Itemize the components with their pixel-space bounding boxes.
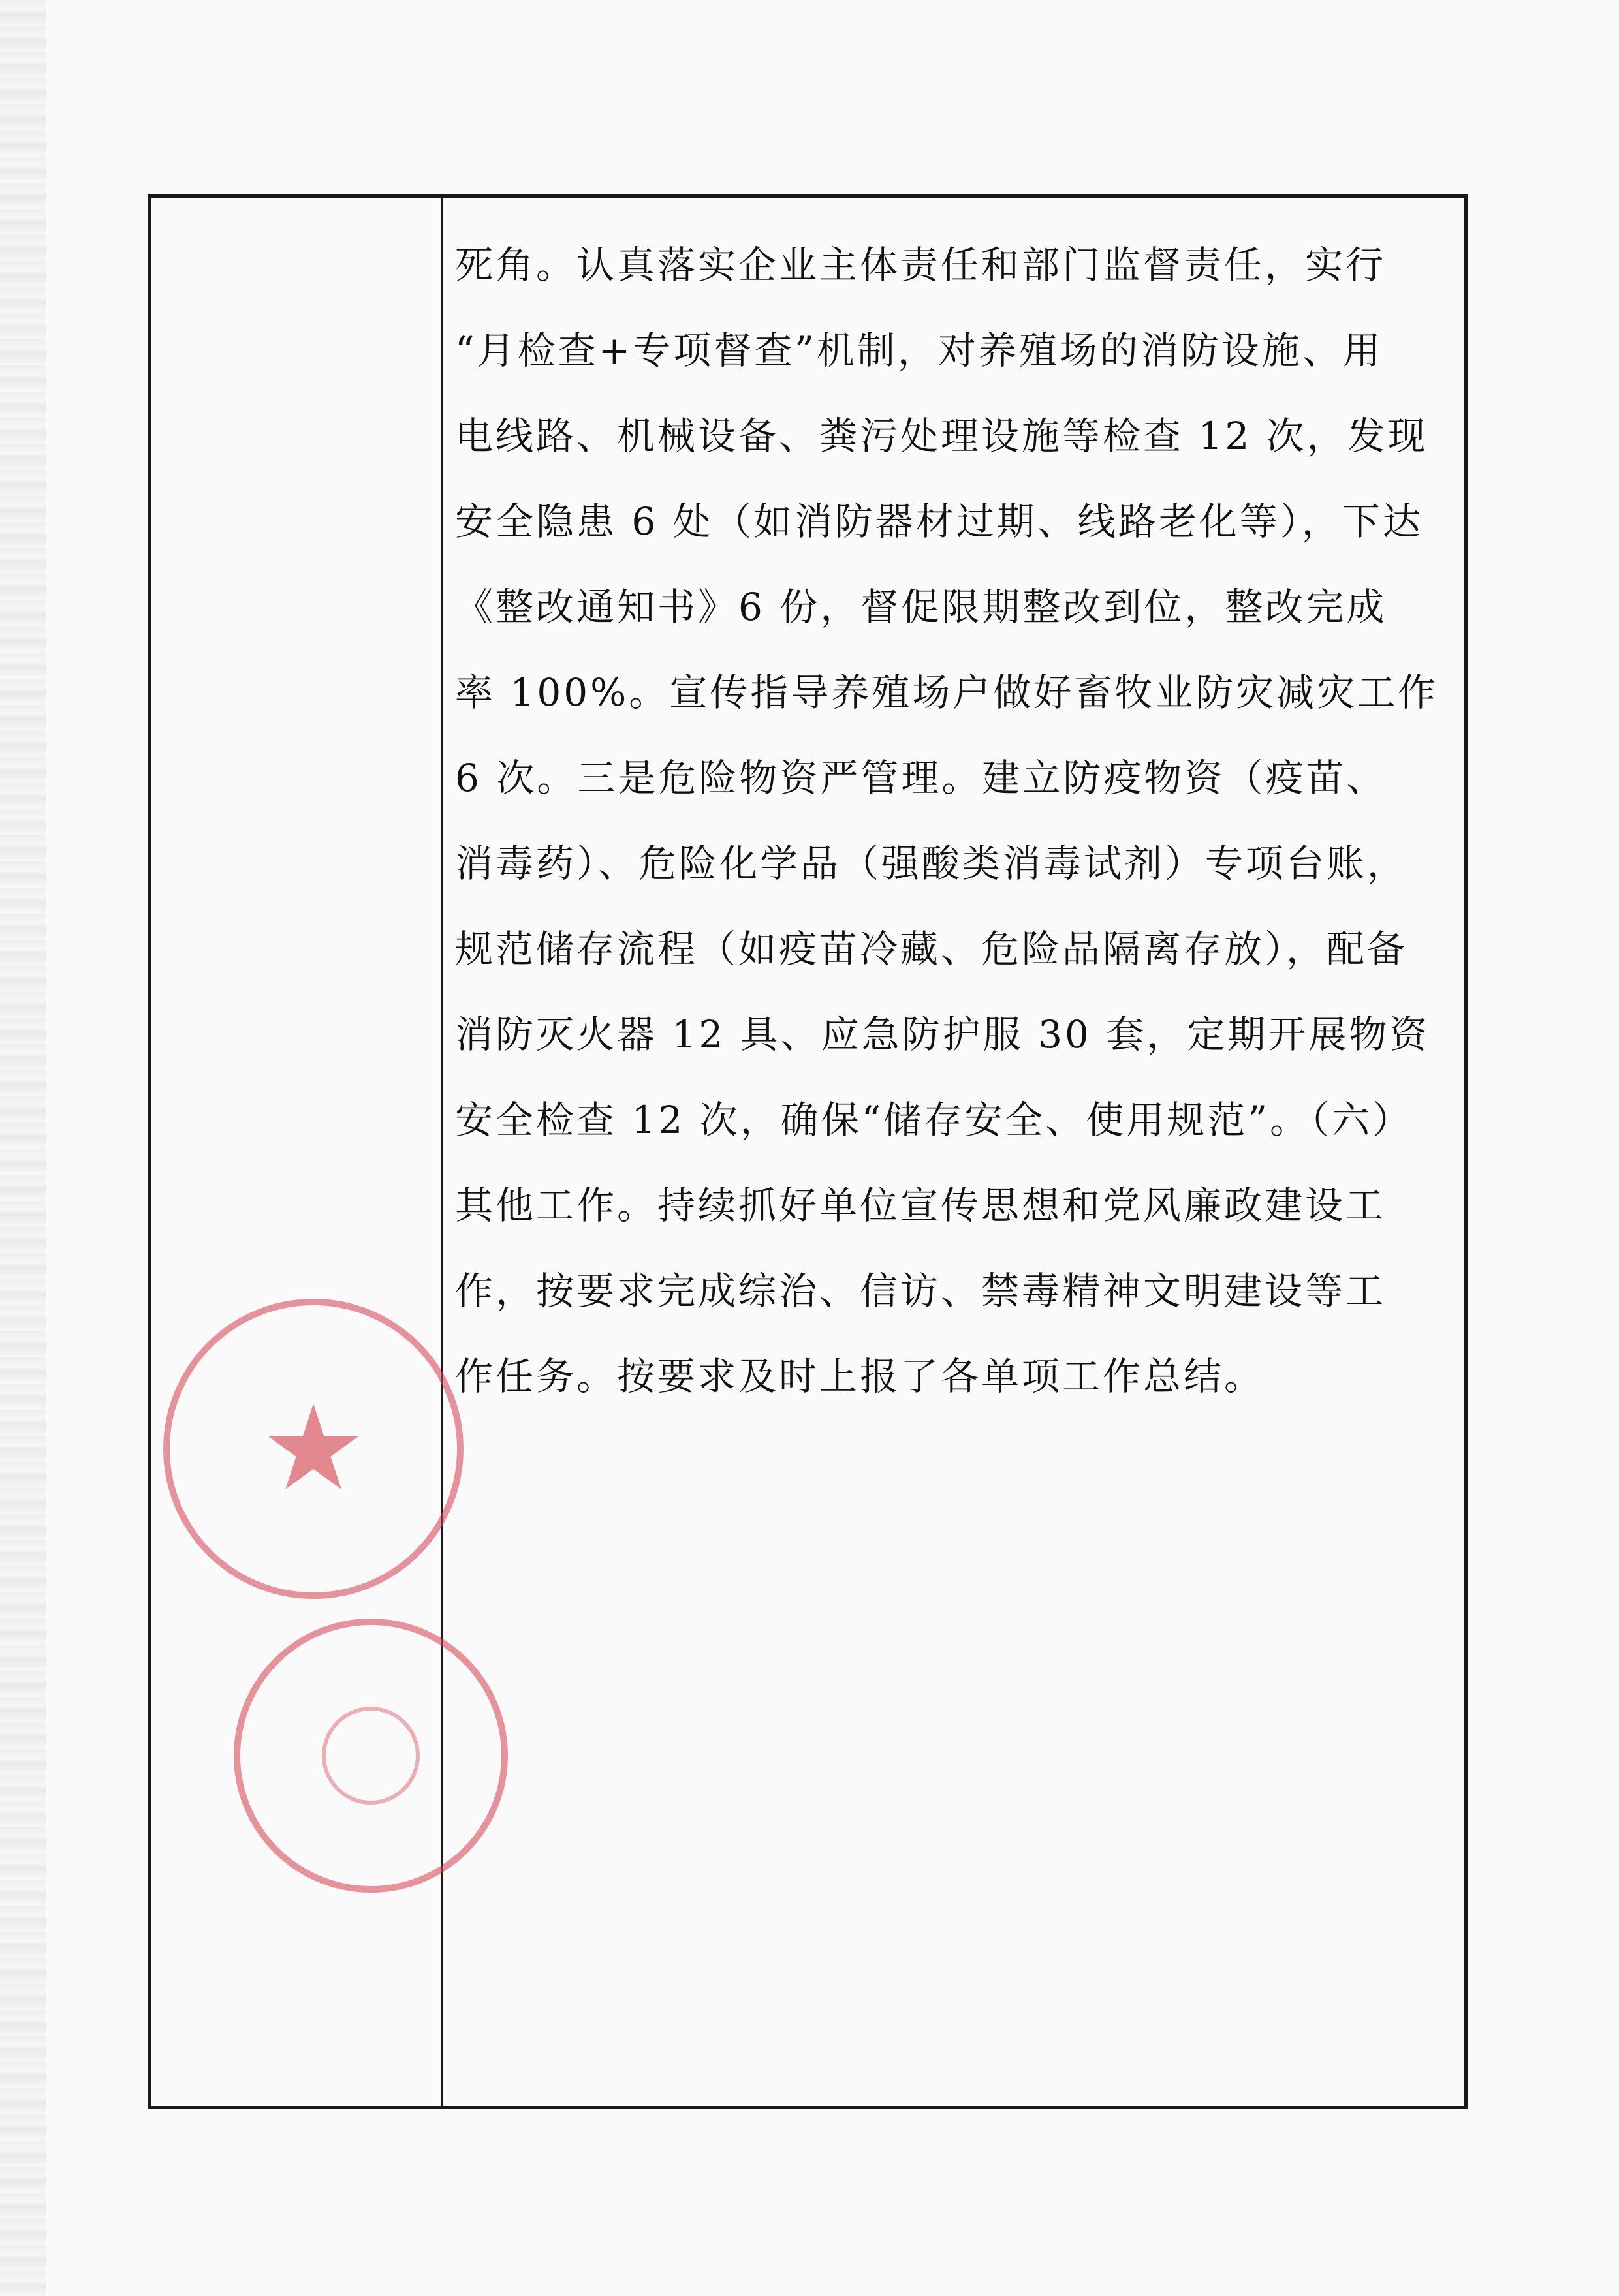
body-line: 作任务。按要求及时上报了各单项工作总结。 <box>455 1354 1265 1399</box>
body-line: 死角。认真落实企业主体责任和部门监督责任，实行 <box>455 243 1387 287</box>
content-cell <box>455 223 1447 1419</box>
body-line: 消防灭火器 12 具、应急防护服 30 套，定期开展物资 <box>455 1012 1430 1057</box>
star-icon: ★ <box>260 1380 366 1517</box>
body-line: 安全隐患 6 处（如消防器材过期、线路老化等），下达 <box>455 499 1423 544</box>
body-line: 消毒药）、危险化学品（强酸类消毒试剂）专项台账， <box>455 841 1408 886</box>
official-seal-lower <box>234 1619 508 1893</box>
body-line: 其他工作。持续抓好单位宣传思想和党风廉政建设工 <box>455 1183 1387 1228</box>
body-line: 电线路、机械设备、粪污处理设施等检查 12 次，发现 <box>455 414 1428 458</box>
scan-edge-shadow <box>0 0 46 2296</box>
body-line: 6 次。三是危险物资严管理。建立防疫物资（疫苗、 <box>455 756 1387 800</box>
official-seal-upper <box>163 1299 464 1599</box>
body-line: 作，按要求完成综治、信访、禁毒精神文明建设等工 <box>455 1269 1387 1313</box>
body-line: 规范储存流程（如疫苗冷藏、危险品隔离存放），配备 <box>455 927 1408 971</box>
body-line: 率 100%。宣传指导养殖场户做好畜牧业防灾减灾工作 <box>455 670 1439 715</box>
body-line: 《整改通知书》6 份，督促限期整改到位，整改完成 <box>455 585 1387 629</box>
body-line: “月检查+专项督查”机制，对养殖场的消防设施、用 <box>455 328 1383 373</box>
emblem-icon <box>322 1707 420 1805</box>
body-line: 安全检查 12 次，确保“储存安全、使用规范”。（六） <box>455 1098 1413 1142</box>
